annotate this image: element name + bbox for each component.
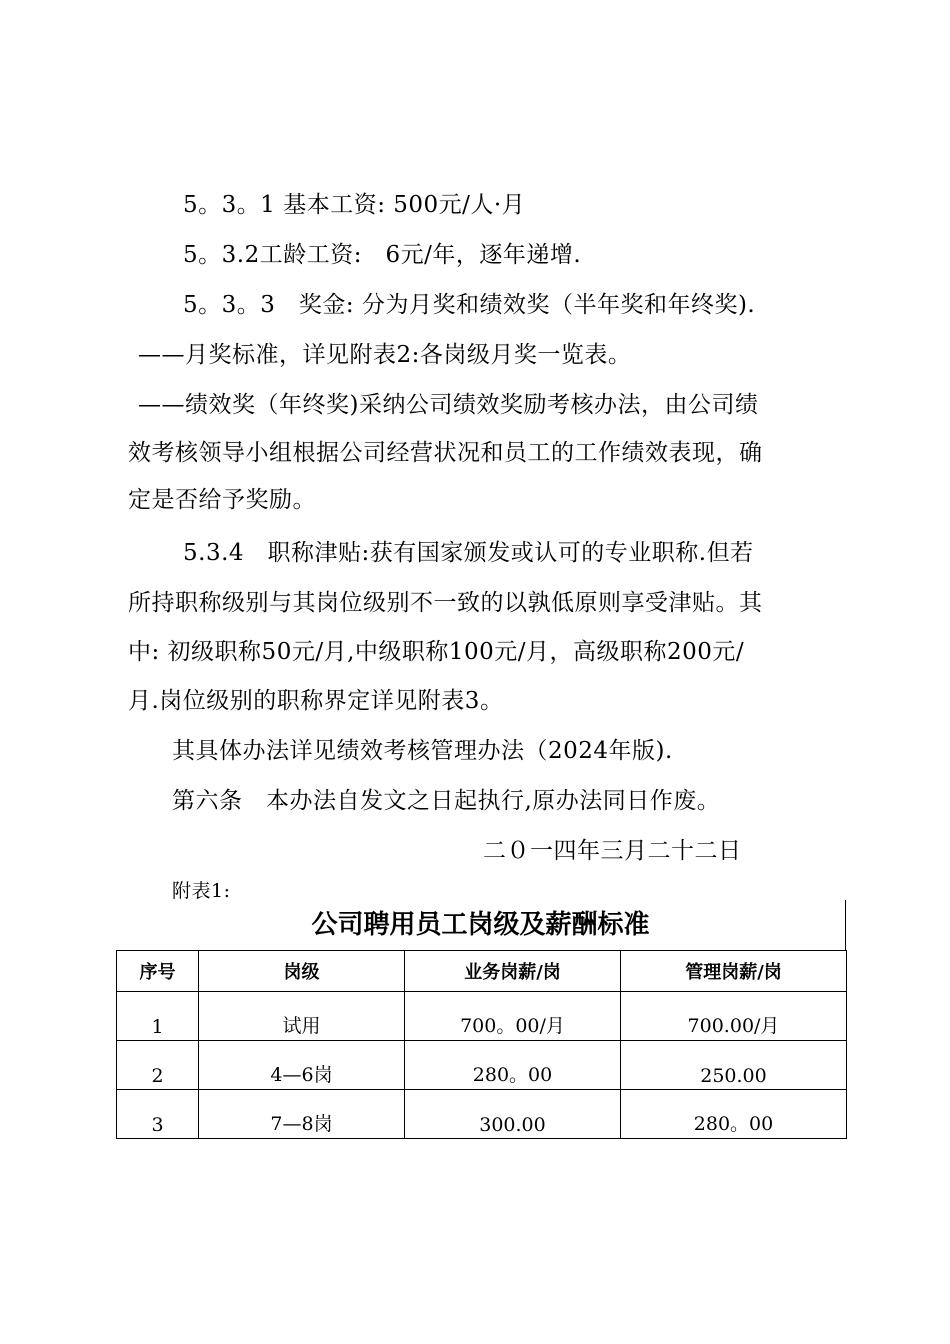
cell-grade: 4—6岗 <box>199 1041 405 1090</box>
monthly-bonus-line: ——月奖标准，详见附表2:各岗级月奖一览表。 <box>138 342 632 368</box>
cell-management-salary: 280。00 <box>621 1090 847 1139</box>
header-grade: 岗级 <box>199 951 405 992</box>
header-index: 序号 <box>117 951 199 992</box>
clause-5-3-2: 5。3.2工龄工资: 6元/年，逐年递增. <box>183 242 582 268</box>
table-header-row <box>117 951 847 992</box>
clause-5-3-4-line-4: 月.岗位级别的职称界定详见附表3。 <box>128 688 504 714</box>
cell-management-salary: 700.00/月 <box>621 992 847 1041</box>
document-date: 二０一四年三月二十二日 <box>483 838 742 864</box>
cell-business-salary: 700。00/月 <box>405 992 621 1041</box>
cell-grade: 试用 <box>199 992 405 1041</box>
reference-line: 其具体办法详见绩效考核管理办法（2024年版). <box>172 738 673 764</box>
cell-grade: 7—8岗 <box>199 1090 405 1139</box>
table-title: 公司聘用员工岗级及薪酬标准 <box>116 900 846 950</box>
salary-standard-table <box>116 900 846 1139</box>
cell-index: 2 <box>117 1041 199 1090</box>
cell-index: 3 <box>117 1090 199 1139</box>
performance-bonus-line-3: 定是否给予奖励。 <box>128 487 316 513</box>
performance-bonus-line-2: 效考核领导小组根据公司经营状况和员工的工作绩效表现，确 <box>128 440 763 466</box>
cell-business-salary: 300.00 <box>405 1090 621 1139</box>
salary-table <box>116 950 847 1139</box>
appendix-label: 附表1: <box>172 880 231 902</box>
table-row <box>117 1041 847 1090</box>
clause-5-3-4-line-1: 5.3.4 职称津贴:获有国家颁发或认可的专业职称.但若 <box>183 540 754 566</box>
header-management-salary: 管理岗薪/岗 <box>621 951 847 992</box>
clause-5-3-4-line-3: 中: 初级职称50元/月,中级职称100元/月，高级职称200元/ <box>128 639 745 665</box>
cell-business-salary: 280。00 <box>405 1041 621 1090</box>
header-business-salary: 业务岗薪/岗 <box>405 951 621 992</box>
cell-management-salary: 250.00 <box>621 1041 847 1090</box>
clause-5-3-1: 5。3。1 基本工资: 500元/人·月 <box>183 192 526 218</box>
table-row <box>117 992 847 1041</box>
clause-5-3-3: 5。3。3 奖金: 分为月奖和绩效奖（半年奖和年终奖). <box>183 292 756 318</box>
performance-bonus-line-1: ——绩效奖（年终奖)采纳公司绩效奖励考核办法，由公司绩 <box>138 392 759 418</box>
article-six: 第六条 本办法自发文之日起执行,原办法同日作废。 <box>172 788 721 814</box>
clause-5-3-4-line-2: 所持职称级别与其岗位级别不一致的以孰低原则享受津贴。其 <box>128 590 763 616</box>
cell-index: 1 <box>117 992 199 1041</box>
table-row <box>117 1090 847 1139</box>
